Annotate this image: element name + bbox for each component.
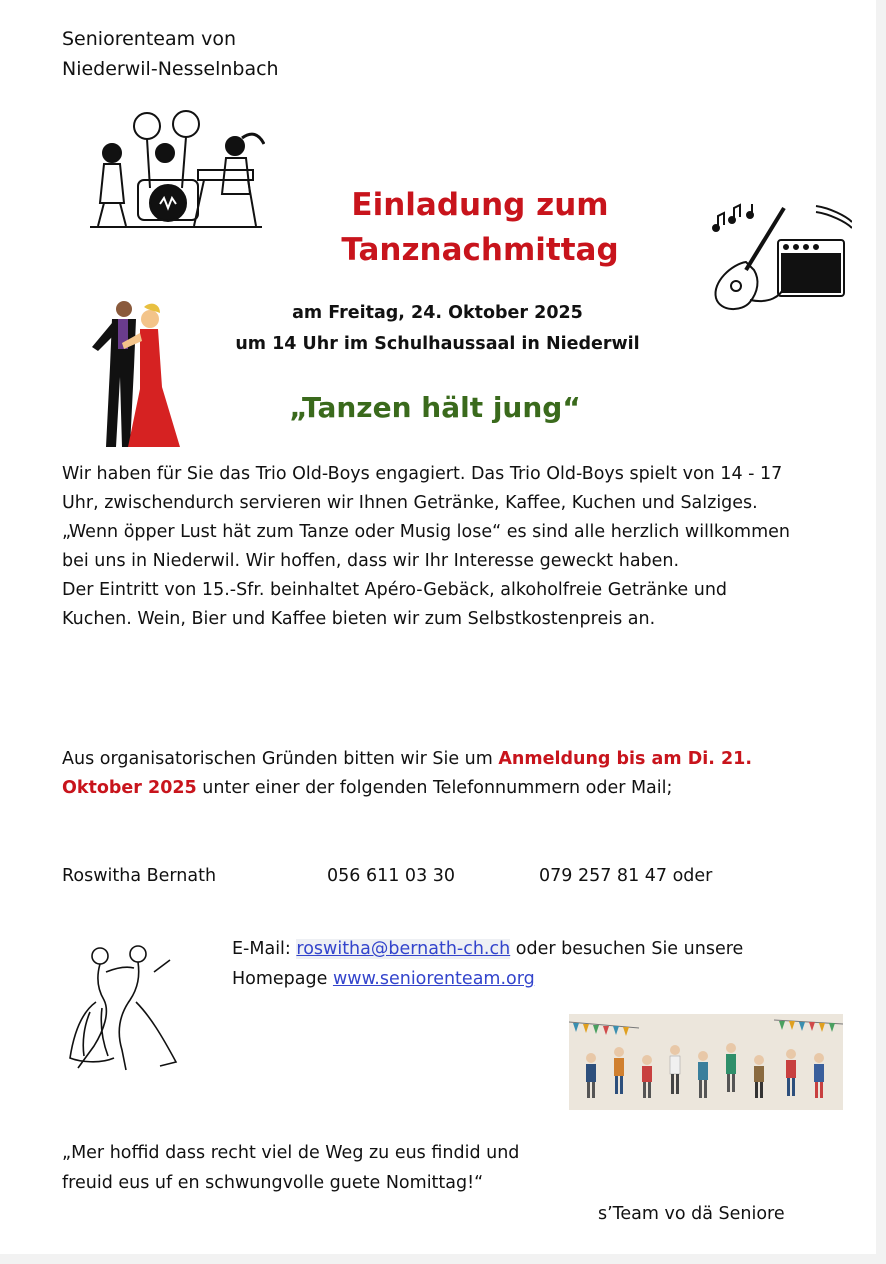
ballroom-sketch-drawing — [66, 942, 184, 1074]
homepage-link[interactable]: www.seniorenteam.org — [332, 969, 535, 989]
email-middle-text: oder besuchen Sie unsere Homepage — [232, 939, 744, 989]
closing-quote — [62, 1138, 662, 1198]
body-paragraph-1: Wir haben für Sie das Trio Old-Boys engagiert. Das Trio Old-Boys spielt von 14 - 17 Uhr, zwischendurch servieren wir Ihnen Getränke, Kaffee, Kuchen und Salziges. — [62, 464, 783, 513]
registration-deadline: Anmeldung bis am Di. 21. Oktober 2025 — [62, 749, 752, 798]
organizer-header — [62, 24, 279, 84]
dancing-couple-drawing — [88, 297, 184, 457]
registration-after: unter einer der folgenden Telefonnummern oder Mail; — [196, 778, 673, 798]
page-title — [300, 183, 660, 273]
contact-phone-1: 056 611 03 30 — [327, 866, 456, 886]
contact-name: Roswitha Bernath — [62, 866, 217, 886]
event-date: am Freitag, 24. Oktober 2025 — [292, 303, 583, 323]
closing-quote-line-2: freuid eus uf en schwungvolle guete Nomittag!“ — [62, 1173, 484, 1193]
event-details — [210, 298, 665, 360]
registration-before: Aus organisatorischen Gründen bitten wir Sie um — [62, 749, 499, 769]
email-link[interactable]: roswitha@bernath-ch.ch — [296, 939, 511, 959]
band-drawing — [90, 108, 265, 230]
body-text — [62, 460, 802, 634]
body-paragraph-2: „Wenn öpper Lust hät zum Tanze oder Musig lose“ es sind alle herzlich willkommen bei uns in Niederwil. Wir hoffen, dass wir Ihr Interesse geweckt haben. — [62, 522, 791, 571]
email-label: E-Mail: — [232, 939, 297, 959]
registration-text — [62, 745, 802, 803]
signature: s’Team vo dä Seniore — [598, 1204, 785, 1224]
event-time-place: um 14 Uhr im Schulhaussaal in Niederwil — [235, 334, 640, 354]
title-line-2: Tanznachmittag — [341, 232, 619, 268]
organizer-line-1: Seniorenteam von — [62, 28, 237, 50]
closing-quote-line-1: „Mer hoffid dass recht viel de Weg zu eus findid und — [62, 1143, 520, 1163]
organizer-line-2: Niederwil-Nesselnbach — [62, 58, 279, 80]
email-homepage-text — [232, 934, 792, 994]
title-line-1: Einladung zum — [351, 187, 609, 223]
party-dancers-painting — [569, 1014, 843, 1110]
contact-phone-2: 079 257 81 47 oder — [539, 866, 713, 886]
slogan: „Tanzen hält jung“ — [289, 391, 581, 424]
body-paragraph-3: Der Eintritt von 15.-Sfr. beinhaltet Apéro-Gebäck, alkoholfreie Getränke und Kuchen. Wein, Bier und Kaffee bieten wir zum Selbstkostenpreis an. — [62, 580, 728, 629]
guitar-amp-drawing — [706, 200, 852, 318]
